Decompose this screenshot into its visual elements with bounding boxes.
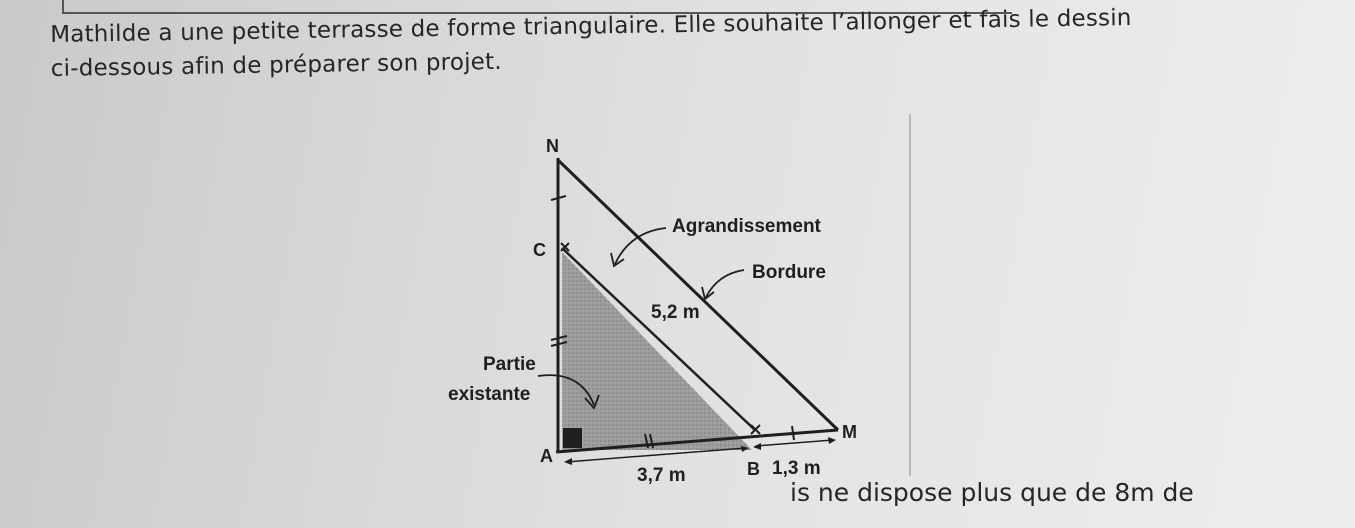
label-point-b: B bbox=[747, 459, 760, 479]
cut-off-text: is ne dispose plus que de 8m de bbox=[790, 478, 1194, 507]
label-point-n: N bbox=[546, 136, 559, 156]
label-point-a: A bbox=[540, 446, 553, 466]
right-angle-marker bbox=[563, 428, 582, 448]
label-point-c: C bbox=[533, 240, 546, 260]
existing-part-shape bbox=[562, 252, 752, 450]
label-agrandissement: Agrandissement bbox=[672, 216, 821, 237]
dimension-line-bm bbox=[756, 440, 833, 446]
label-length-ab: 3,7 m bbox=[637, 465, 686, 486]
column-divider bbox=[909, 114, 911, 476]
dimension-arrow-a bbox=[564, 458, 572, 465]
dimension-arrow-b-right bbox=[753, 443, 761, 450]
label-partie: Partie bbox=[483, 354, 536, 375]
problem-line-2: ci-dessous afin de préparer son projet. bbox=[50, 48, 502, 82]
dimension-arrow-m bbox=[828, 437, 836, 444]
label-point-m: M bbox=[842, 422, 857, 442]
tick-mark-bm bbox=[792, 426, 794, 440]
label-length-bm: 1,3 m bbox=[772, 458, 821, 479]
label-length-cb: 5,2 m bbox=[651, 302, 700, 323]
label-bordure: Bordure bbox=[752, 262, 826, 283]
problem-line-1: Mathilde a une petite terrasse de forme triangulaire. Elle souhaite l’allonger et fais le dessin bbox=[50, 5, 1132, 48]
label-existante: existante bbox=[448, 384, 531, 405]
